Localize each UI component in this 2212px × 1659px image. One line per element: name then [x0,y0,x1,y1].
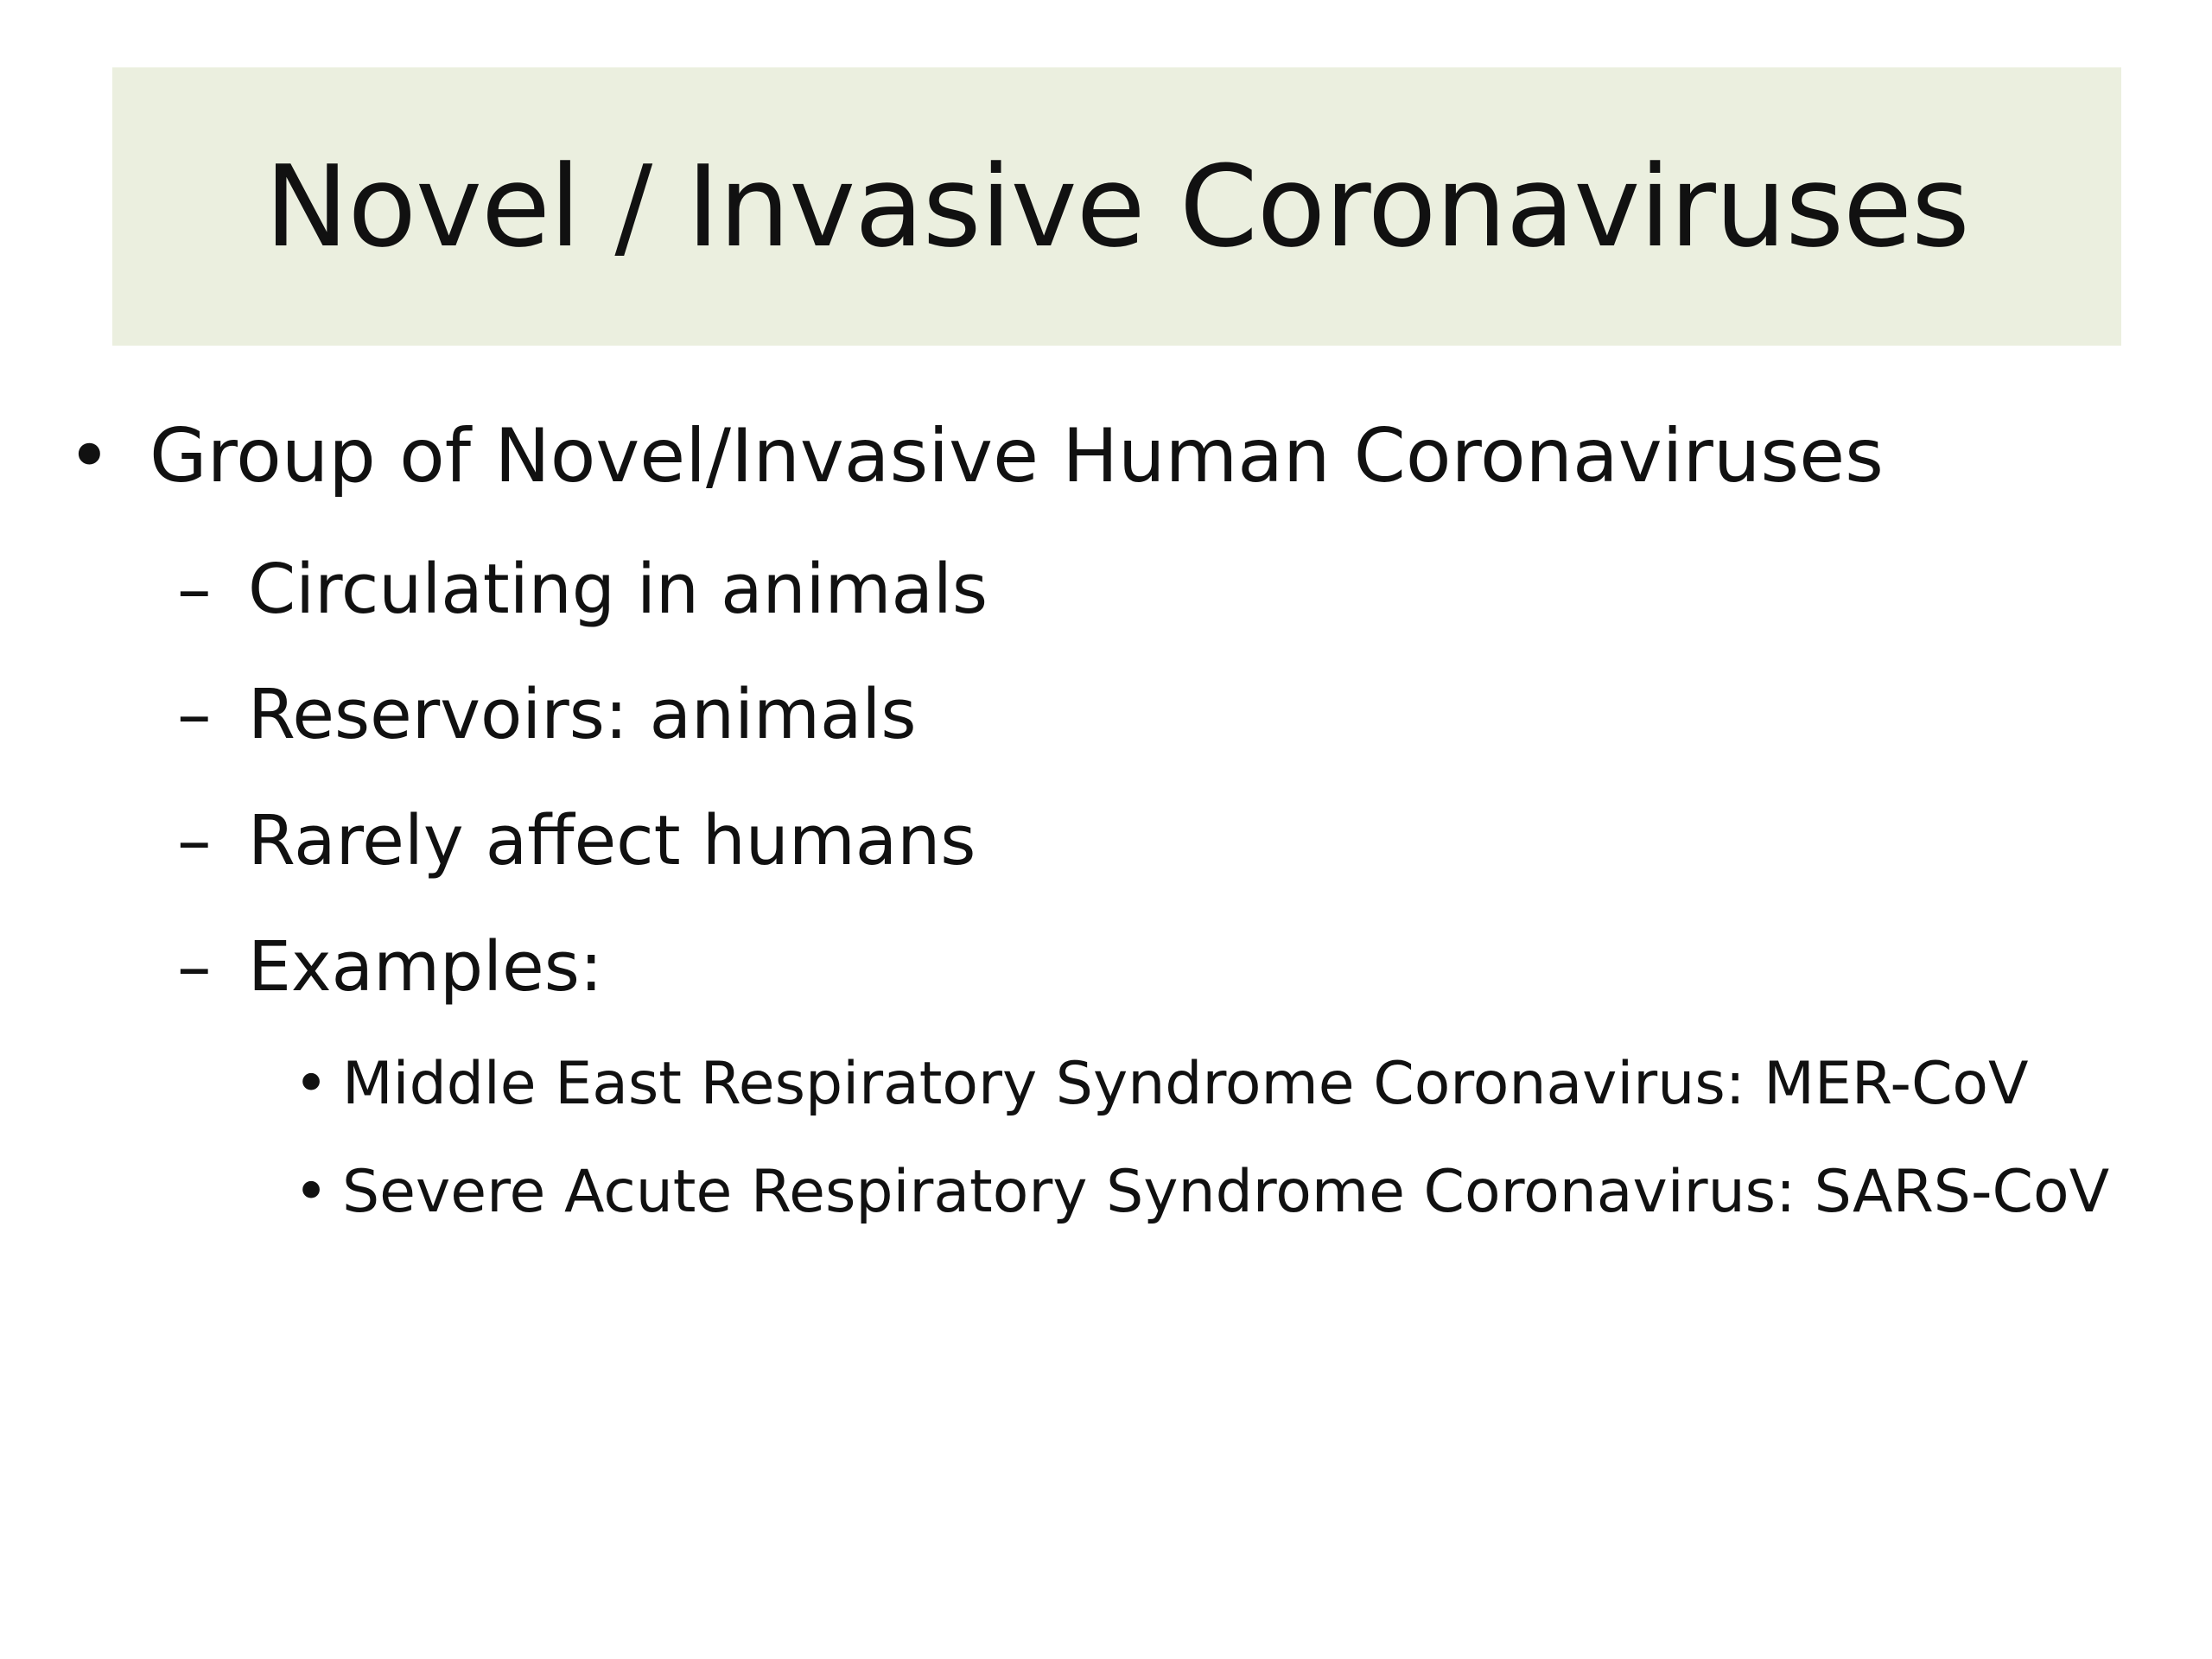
bullet-text: Severe Acute Respiratory Syndrome Coronavirus: SARS-CoV [342,1158,2110,1226]
bullet-text: Reservoirs: animals [248,675,917,754]
dash-marker: – [177,550,212,629]
bullet-item-level-2 [177,927,603,1007]
bullet-item-level-3 [294,1158,2109,1226]
bullet-item-level-1 [67,413,1884,499]
bullet-item-level-3 [294,1050,2029,1118]
bullet-marker: • [67,413,111,499]
dash-marker: – [177,927,212,1007]
bullet-text: Circulating in animals [248,550,988,629]
bullet-item-level-2 [177,801,976,880]
bullet-item-level-2 [177,550,988,629]
slide-title: Novel / Invasive Coronaviruses [264,141,1969,272]
bullet-item-level-2 [177,675,917,754]
bullet-text: Rarely affect humans [248,801,976,880]
dash-marker: – [177,801,212,880]
bullet-text: Examples: [248,927,603,1007]
bullet-marker: • [294,1050,329,1118]
dash-marker: – [177,675,212,754]
bullet-text: Group of Novel/Invasive Human Coronaviruses [149,413,1884,499]
bullet-marker: • [294,1158,329,1226]
bullet-text: Middle East Respiratory Syndrome Coronavirus: MER-CoV [342,1050,2029,1118]
